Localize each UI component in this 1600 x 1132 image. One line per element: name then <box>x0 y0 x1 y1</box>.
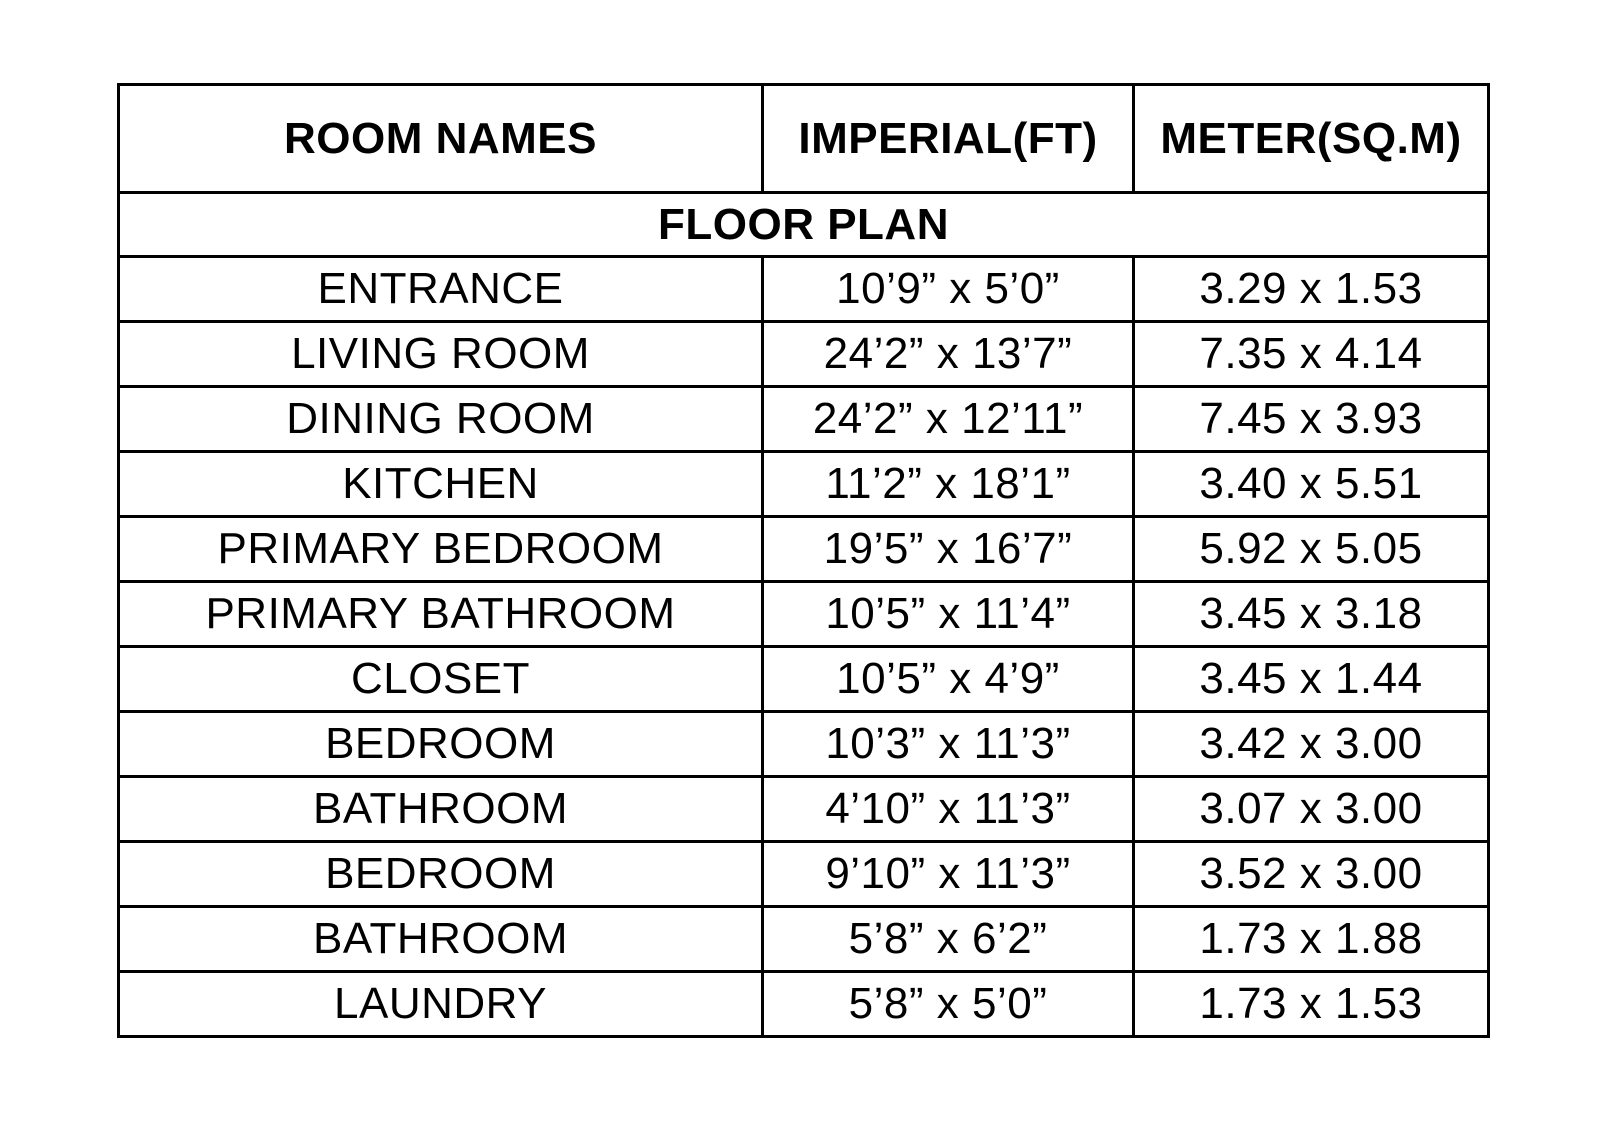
room-name-cell: DINING ROOM <box>119 387 763 452</box>
table-row <box>119 387 1489 452</box>
imperial-cell: 11’2” x 18’1” <box>763 452 1134 517</box>
meter-cell: 3.45 x 3.18 <box>1134 582 1489 647</box>
section-row <box>119 193 1489 257</box>
room-name-cell: BEDROOM <box>119 842 763 907</box>
table-row <box>119 712 1489 777</box>
imperial-cell: 24’2” x 13’7” <box>763 322 1134 387</box>
meter-cell: 1.73 x 1.88 <box>1134 907 1489 972</box>
meter-cell: 3.45 x 1.44 <box>1134 647 1489 712</box>
imperial-cell: 19’5” x 16’7” <box>763 517 1134 582</box>
meter-cell: 7.35 x 4.14 <box>1134 322 1489 387</box>
room-name-cell: BATHROOM <box>119 777 763 842</box>
meter-cell: 3.07 x 3.00 <box>1134 777 1489 842</box>
table-row <box>119 972 1489 1037</box>
room-name-cell: PRIMARY BATHROOM <box>119 582 763 647</box>
table-row <box>119 907 1489 972</box>
table-header-row <box>119 85 1489 193</box>
meter-cell: 3.42 x 3.00 <box>1134 712 1489 777</box>
imperial-cell: 10’3” x 11’3” <box>763 712 1134 777</box>
header-meter: METER(SQ.M) <box>1134 85 1489 193</box>
imperial-cell: 5’8” x 5’0” <box>763 972 1134 1037</box>
table-row <box>119 582 1489 647</box>
meter-cell: 5.92 x 5.05 <box>1134 517 1489 582</box>
meter-cell: 1.73 x 1.53 <box>1134 972 1489 1037</box>
imperial-cell: 10’5” x 4’9” <box>763 647 1134 712</box>
room-name-cell: CLOSET <box>119 647 763 712</box>
table-row <box>119 842 1489 907</box>
room-dimensions-table <box>117 83 1490 1038</box>
header-imperial: IMPERIAL(FT) <box>763 85 1134 193</box>
meter-cell: 3.29 x 1.53 <box>1134 257 1489 322</box>
room-name-cell: ENTRANCE <box>119 257 763 322</box>
room-name-cell: BEDROOM <box>119 712 763 777</box>
meter-cell: 3.40 x 5.51 <box>1134 452 1489 517</box>
imperial-cell: 24’2” x 12’11” <box>763 387 1134 452</box>
room-name-cell: LIVING ROOM <box>119 322 763 387</box>
table-row <box>119 322 1489 387</box>
table-row <box>119 257 1489 322</box>
meter-cell: 7.45 x 3.93 <box>1134 387 1489 452</box>
table-row <box>119 777 1489 842</box>
imperial-cell: 9’10” x 11’3” <box>763 842 1134 907</box>
room-name-cell: PRIMARY BEDROOM <box>119 517 763 582</box>
room-name-cell: KITCHEN <box>119 452 763 517</box>
table-row <box>119 452 1489 517</box>
header-room-names: ROOM NAMES <box>119 85 763 193</box>
table-row <box>119 647 1489 712</box>
table-row <box>119 517 1489 582</box>
imperial-cell: 10’5” x 11’4” <box>763 582 1134 647</box>
room-name-cell: LAUNDRY <box>119 972 763 1037</box>
meter-cell: 3.52 x 3.00 <box>1134 842 1489 907</box>
imperial-cell: 5’8” x 6’2” <box>763 907 1134 972</box>
room-name-cell: BATHROOM <box>119 907 763 972</box>
imperial-cell: 4’10” x 11’3” <box>763 777 1134 842</box>
section-title-floor-plan: FLOOR PLAN <box>119 193 1489 257</box>
imperial-cell: 10’9” x 5’0” <box>763 257 1134 322</box>
